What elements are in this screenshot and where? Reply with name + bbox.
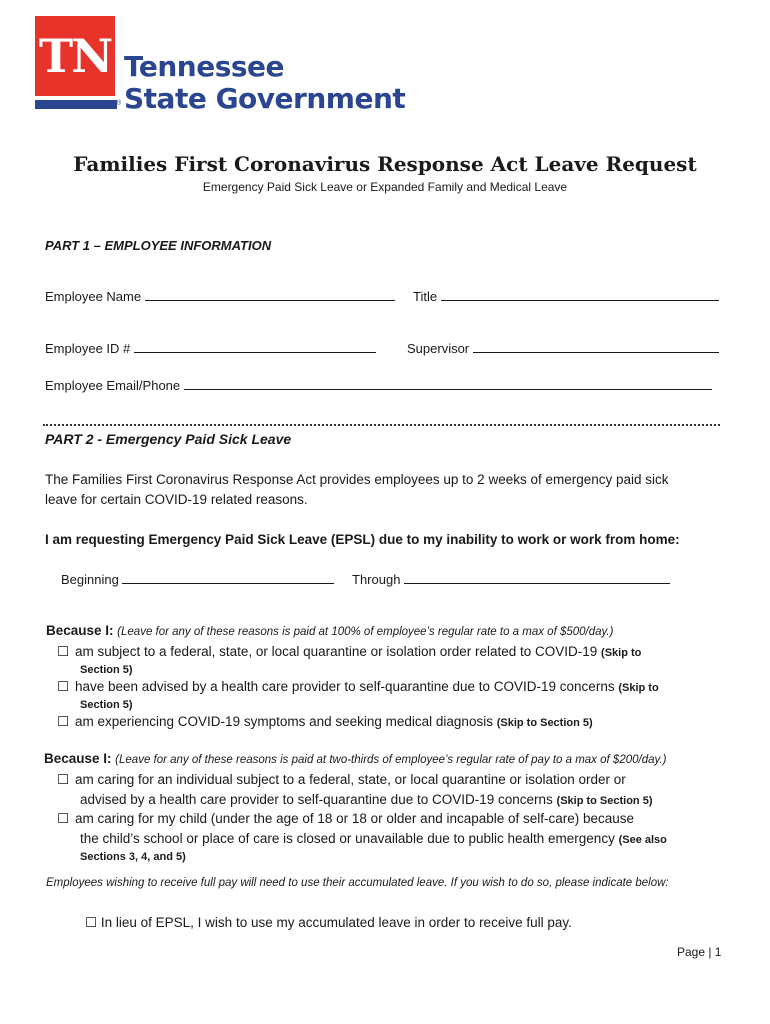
skip-note: (Skip to Section 5) bbox=[556, 795, 653, 807]
supervisor-field[interactable] bbox=[407, 341, 719, 356]
skip-note-cont: Section 5) bbox=[80, 699, 133, 711]
skip-note: (Skip to Section 5) bbox=[496, 717, 593, 729]
through-line[interactable] bbox=[404, 572, 670, 584]
group2-option-caring-child[interactable] bbox=[57, 810, 737, 866]
part2-intro-line2: leave for certain COVID-19 related reasons. bbox=[45, 492, 308, 507]
because-label: Because I: bbox=[46, 623, 114, 638]
skip-note: (Skip to bbox=[601, 647, 642, 659]
option-text: am subject to a federal, state, or local quarantine or isolation order related to COVID-19 bbox=[75, 644, 598, 659]
employee-id-label: Employee ID # bbox=[45, 341, 131, 356]
through-label: Through bbox=[352, 572, 401, 587]
beginning-line[interactable] bbox=[122, 572, 334, 584]
group2-pay-note: (Leave for any of these reasons is paid at two-thirds of employee’s regular rate of pay to a max of $200/day.) bbox=[115, 754, 667, 766]
skip-note: (See also bbox=[618, 834, 667, 846]
group1-option-self-quarantine[interactable] bbox=[57, 678, 727, 714]
checkbox[interactable]: ☐ bbox=[85, 915, 98, 930]
option-text: am experiencing COVID-19 symptoms and seeking medical diagnosis bbox=[75, 714, 493, 729]
email-phone-label: Employee Email/Phone bbox=[45, 378, 181, 393]
group1-option-symptoms[interactable] bbox=[57, 713, 727, 732]
part2-intro bbox=[45, 470, 735, 510]
page-number: Page | 1 bbox=[677, 945, 722, 959]
employee-name-line[interactable] bbox=[145, 289, 395, 301]
group1-pay-note: (Leave for any of these reasons is paid at 100% of employee’s regular rate to a max of $500/day.) bbox=[117, 626, 614, 638]
because-label: Because I: bbox=[44, 751, 112, 766]
skip-note-cont: Sections 3, 4, and 5) bbox=[80, 851, 186, 863]
employee-id-field[interactable] bbox=[45, 341, 376, 356]
part1-heading: PART 1 – EMPLOYEE INFORMATION bbox=[45, 238, 272, 253]
through-field[interactable] bbox=[352, 572, 670, 587]
option-text-line1: am caring for my child (under the age of 18 or 18 or older and incapable of self-care) because bbox=[75, 811, 635, 826]
section-divider bbox=[43, 424, 720, 426]
logo-underline bbox=[35, 100, 117, 109]
checkbox[interactable]: ☐ bbox=[57, 811, 70, 826]
checkbox[interactable]: ☐ bbox=[57, 679, 70, 694]
tn-logo-badge: TN bbox=[35, 16, 115, 96]
because-group1-header bbox=[46, 623, 613, 638]
employee-name-field[interactable] bbox=[45, 289, 395, 304]
in-lieu-text: In lieu of EPSL, I wish to use my accumulated leave in order to receive full pay. bbox=[100, 915, 572, 930]
group2-option-caring-individual[interactable] bbox=[57, 771, 737, 810]
employee-id-line[interactable] bbox=[134, 341, 376, 353]
email-phone-line[interactable] bbox=[184, 378, 712, 390]
supervisor-label: Supervisor bbox=[407, 341, 470, 356]
skip-note: (Skip to bbox=[618, 682, 659, 694]
title-label: Title bbox=[413, 289, 438, 304]
logo-text-tennessee: Tennessee bbox=[124, 50, 285, 83]
logo-text-state-government: State Government bbox=[124, 82, 406, 115]
supervisor-line[interactable] bbox=[473, 341, 719, 353]
accumulated-leave-note: Employees wishing to receive full pay will need to use their accumulated leave. If you wish to do so, please indicate below: bbox=[46, 877, 669, 889]
part2-intro-line1: The Families First Coronavirus Response Act provides employees up to 2 weeks of emergency paid sick bbox=[45, 472, 669, 487]
part2-heading: PART 2 - Emergency Paid Sick Leave bbox=[45, 431, 292, 447]
option-text: have been advised by a health care provider to self-quarantine due to COVID-19 concerns bbox=[75, 679, 615, 694]
option-text-line1: am caring for an individual subject to a federal, state, or local quarantine or isolation order or bbox=[75, 772, 626, 787]
option-text-line2: advised by a health care provider to self-quarantine due to COVID-19 concerns bbox=[80, 792, 553, 807]
email-phone-field[interactable] bbox=[45, 378, 712, 393]
document-title: Families First Coronavirus Response Act Leave Request bbox=[73, 152, 697, 176]
checkbox[interactable]: ☐ bbox=[57, 644, 70, 659]
title-field[interactable] bbox=[413, 289, 719, 304]
employee-name-label: Employee Name bbox=[45, 289, 142, 304]
in-lieu-option[interactable] bbox=[85, 914, 572, 931]
epsl-request-statement: I am requesting Emergency Paid Sick Leave (EPSL) due to my inability to work or work from home: bbox=[45, 532, 680, 547]
title-line[interactable] bbox=[441, 289, 719, 301]
because-group2-header bbox=[44, 751, 666, 766]
beginning-field[interactable] bbox=[61, 572, 334, 587]
beginning-label: Beginning bbox=[61, 572, 119, 587]
skip-note-cont: Section 5) bbox=[80, 664, 133, 676]
checkbox[interactable]: ☐ bbox=[57, 772, 70, 787]
group1-option-quarantine-order[interactable] bbox=[57, 643, 717, 679]
logo-registered-mark: ® bbox=[116, 100, 122, 107]
option-text-line2: the child’s school or place of care is closed or unavailable due to public health emergency bbox=[80, 831, 615, 846]
checkbox[interactable]: ☐ bbox=[57, 714, 70, 729]
document-subtitle: Emergency Paid Sick Leave or Expanded Family and Medical Leave bbox=[202, 180, 568, 194]
